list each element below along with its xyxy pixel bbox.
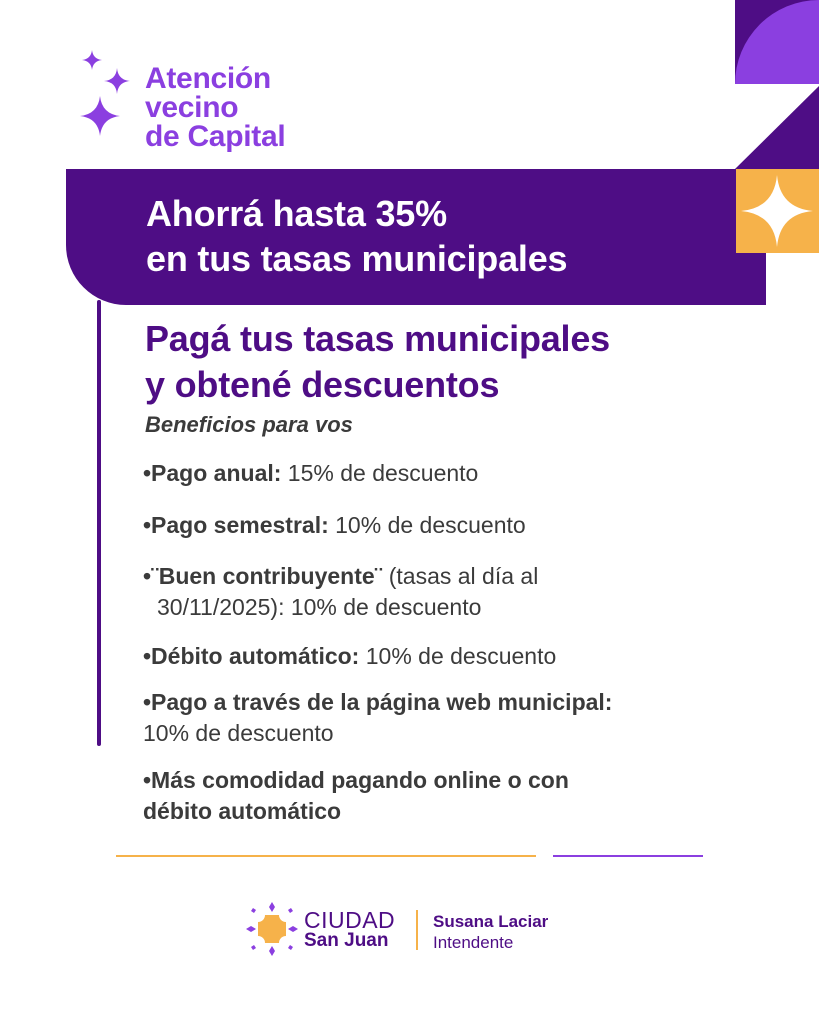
- banner-text: Ahorrá hasta 35% en tus tasas municipales: [146, 193, 568, 279]
- vertical-accent-line: [97, 300, 101, 746]
- benefit-item: [143, 765, 743, 827]
- benefit-bold: •Pago a través de la página web municipal:: [143, 689, 613, 715]
- benefit-item: [143, 687, 743, 749]
- logo-city-bottom: San Juan: [304, 930, 389, 951]
- divider-purple: [553, 855, 703, 857]
- benefit-bold: •Débito automático:: [143, 643, 360, 669]
- person-role: Intendente: [433, 933, 514, 952]
- benefit-item: [143, 641, 743, 672]
- benefit-text: 10% de descuento: [328, 512, 526, 538]
- benefit-text-line2: 10% de descuento: [143, 720, 334, 746]
- benefit-text: 10% de descuento: [359, 643, 557, 669]
- benefit-bold: •Pago semestral:: [143, 512, 329, 538]
- footer: [246, 902, 606, 958]
- orange-sparkle-tile: [736, 169, 819, 253]
- subheading: Beneficios para vos: [145, 412, 353, 437]
- sparkle-icon: [736, 169, 819, 253]
- footer-divider: [416, 910, 418, 950]
- benefit-bold: •Más comodidad pagando online o con: [143, 767, 569, 793]
- benefit-text: 15% de descuento: [281, 460, 479, 486]
- sparkle-icon: [76, 48, 136, 144]
- benefit-item: [143, 458, 743, 489]
- benefit-text: (tasas al día al: [382, 563, 539, 589]
- ciudad-san-juan-logo-icon: [246, 902, 298, 956]
- benefit-bold-line2: débito automático: [143, 798, 342, 824]
- main-heading: Pagá tus tasas municipales y obtené descuentos: [145, 318, 610, 405]
- benefit-bold: •¨Buen contribuyente¨: [143, 563, 383, 589]
- person-name: Susana Laciar: [433, 912, 549, 931]
- logo-city-top: CIUDAD: [304, 907, 396, 933]
- header-title: Atención vecino de Capital: [145, 62, 286, 153]
- benefit-item: [143, 561, 743, 623]
- benefit-text-line2: 30/11/2025): 10% de descuento: [157, 594, 482, 620]
- benefit-bold: •Pago anual:: [143, 460, 282, 486]
- divider-orange: [116, 855, 536, 857]
- benefit-item: [143, 510, 743, 541]
